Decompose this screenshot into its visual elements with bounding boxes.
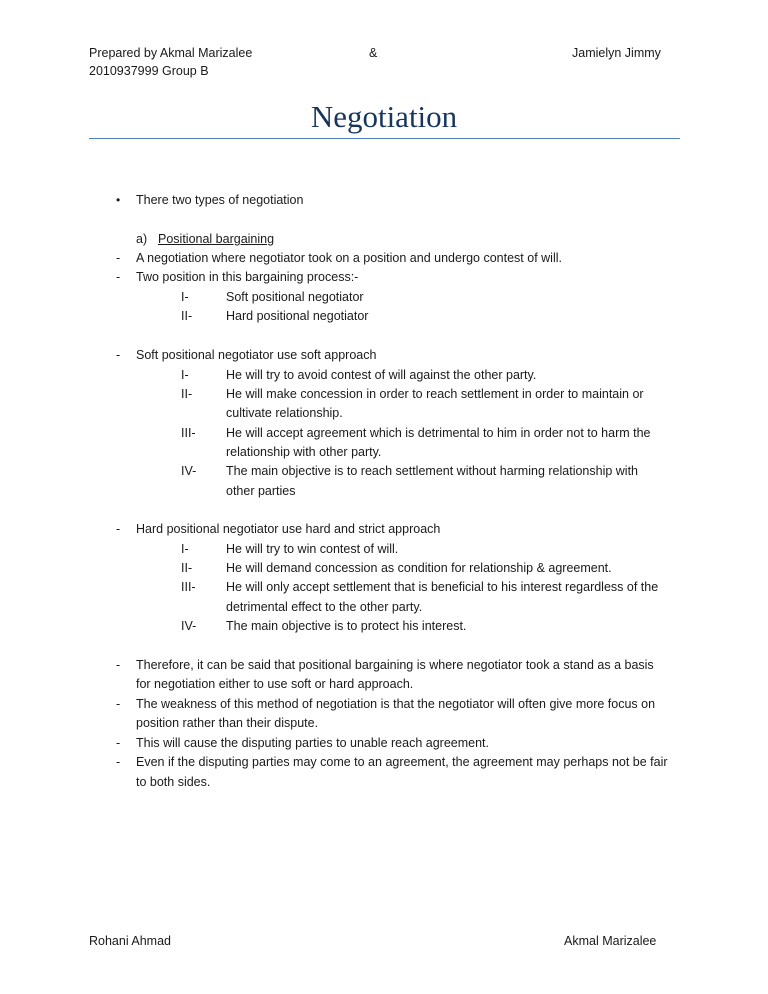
roman-marker: II- bbox=[181, 309, 193, 323]
intro-text: There two types of negotiation bbox=[136, 193, 304, 207]
dash-marker: - bbox=[116, 270, 121, 284]
sub-item: Hard positional negotiator bbox=[226, 309, 369, 323]
dash-marker: - bbox=[116, 697, 121, 711]
footer-left-name: Rohani Ahmad bbox=[89, 934, 172, 948]
list-item: Two position in this bargaining process:- bbox=[136, 270, 359, 284]
header-prepared-by: Prepared by Akmal Marizalee bbox=[89, 46, 253, 60]
sub-item: He will only accept settlement that is beneficial to his interest regardless of the bbox=[226, 580, 659, 594]
footer-right-name: Akmal Marizalee bbox=[564, 934, 657, 948]
dash-marker: - bbox=[116, 522, 121, 536]
dash-marker: - bbox=[116, 736, 121, 750]
sub-item: He will demand concession as condition for relationship & agreement. bbox=[226, 561, 612, 575]
sub-item-continued: detrimental effect to the other party. bbox=[226, 600, 423, 614]
page-title: Negotiation bbox=[310, 99, 458, 134]
bullet-marker: • bbox=[116, 193, 121, 207]
sub-item: He will accept agreement which is detrimental to him in order not to harm the bbox=[226, 426, 651, 440]
roman-marker: I- bbox=[181, 290, 189, 304]
dash-marker: - bbox=[116, 658, 121, 672]
section-a-marker: a) bbox=[136, 232, 148, 246]
sub-item: The main objective is to reach settlement without harming relationship with bbox=[226, 464, 639, 478]
sub-item: The main objective is to protect his interest. bbox=[226, 619, 467, 633]
section-a-heading: Positional bargaining bbox=[158, 232, 275, 246]
sub-item-continued: other parties bbox=[226, 484, 296, 498]
sub-item: He will make concession in order to reach settlement in order to maintain or bbox=[226, 387, 644, 401]
sub-item: He will try to win contest of will. bbox=[226, 542, 399, 556]
conclusion-item-continued: to both sides. bbox=[136, 775, 211, 789]
roman-marker: I- bbox=[181, 542, 189, 556]
header-ampersand: & bbox=[369, 46, 378, 60]
list-item: Hard positional negotiator use hard and strict approach bbox=[136, 522, 441, 536]
dash-marker: - bbox=[116, 251, 121, 265]
header-author-right: Jamielyn Jimmy bbox=[572, 46, 661, 60]
conclusion-item: Therefore, it can be said that positional bargaining is where negotiator took a stand as a basis bbox=[136, 658, 654, 672]
roman-marker: III- bbox=[181, 580, 196, 594]
dash-marker: - bbox=[116, 755, 121, 769]
roman-marker: IV- bbox=[181, 619, 197, 633]
title-divider bbox=[89, 138, 680, 139]
sub-item-continued: relationship with other party. bbox=[226, 445, 382, 459]
list-item: Soft positional negotiator use soft approach bbox=[136, 348, 377, 362]
header-student-id-group: 2010937999 Group B bbox=[89, 64, 209, 78]
list-item: A negotiation where negotiator took on a position and undergo contest of will. bbox=[136, 251, 562, 265]
roman-marker: I- bbox=[181, 368, 189, 382]
conclusion-item: Even if the disputing parties may come to an agreement, the agreement may perhaps not be fair bbox=[136, 755, 668, 769]
conclusion-item-continued: for negotiation either to use soft or hard approach. bbox=[136, 677, 414, 691]
sub-item-continued: cultivate relationship. bbox=[226, 406, 343, 420]
conclusion-item: This will cause the disputing parties to unable reach agreement. bbox=[136, 736, 489, 750]
sub-item: He will try to avoid contest of will against the other party. bbox=[226, 368, 537, 382]
dash-marker: - bbox=[116, 348, 121, 362]
conclusion-item-continued: position rather than their dispute. bbox=[136, 716, 319, 730]
conclusion-item: The weakness of this method of negotiation is that the negotiator will often give more focus on bbox=[136, 697, 656, 711]
roman-marker: IV- bbox=[181, 464, 197, 478]
roman-marker: II- bbox=[181, 387, 193, 401]
sub-item: Soft positional negotiator bbox=[226, 290, 364, 304]
roman-marker: III- bbox=[181, 426, 196, 440]
roman-marker: II- bbox=[181, 561, 193, 575]
